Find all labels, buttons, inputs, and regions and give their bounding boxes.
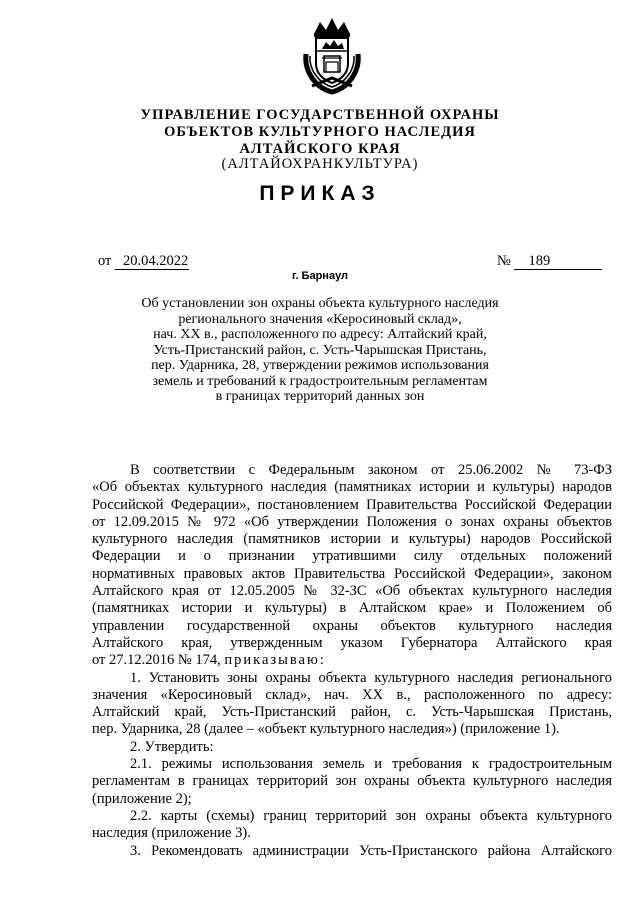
number-prefix: № <box>497 253 511 269</box>
order-body <box>92 462 612 860</box>
order-subject <box>0 296 640 405</box>
org-name-line-2: ОБЪЕКТОВ КУЛЬТУРНОГО НАСЛЕДИЯ <box>164 124 476 140</box>
body-line: Алтайского края, утвержденным указом Губернатора Алтайского края <box>92 634 612 651</box>
order-date-field <box>98 253 189 270</box>
body-line: В соответствии с Федеральным законом от 25.06.2002 № 73-ФЗ <box>130 462 612 478</box>
date-prefix: от <box>98 253 112 269</box>
body-line: Российской Федерации», постановлением Правительства Российской Федерации <box>92 496 612 513</box>
document-title: ПРИКАЗ <box>259 182 381 205</box>
coat-of-arms-icon <box>292 16 372 96</box>
body-line: наследия (приложение 3). <box>92 825 251 842</box>
body-text: от 27.12.2016 № 174, <box>92 652 221 669</box>
order-number: 189 <box>514 254 602 270</box>
body-line: 2. Утвердить: <box>130 738 214 755</box>
order-number-field <box>497 253 602 270</box>
subject-line: в границах территорий данных зон <box>215 389 425 404</box>
subject-line: регионального значения «Керосиновый склад», <box>178 311 462 327</box>
order-date: 20.04.2022 <box>115 254 189 270</box>
subject-line: Усть-Пристанский район, с. Усть-Чарышская Пристань, <box>153 342 487 358</box>
body-line: 3. Рекомендовать администрации Усть-Пристанского района Алтайского <box>130 842 612 859</box>
body-line: Алтайский край, Усть-Пристанский район, с. Усть-Чарышская Пристань, <box>92 704 612 721</box>
body-line: 2.2. карты (схемы) границ территорий зон охраны объекта культурного <box>130 807 612 824</box>
org-name-line-1: УПРАВЛЕНИЕ ГОСУДАРСТВЕННОЙ ОХРАНЫ <box>140 107 500 123</box>
body-line: от 12.09.2015 № 972 «Об утверждении Положения о зонах охраны объектов <box>92 513 612 530</box>
city-name: г. Барнаул <box>291 270 349 282</box>
body-line: (приложение 2); <box>92 790 192 807</box>
subject-line: земель и требований к градостроительным регламентам <box>152 373 488 389</box>
body-line: 1. Установить зоны охраны объекта культурного наследия регионального <box>130 669 612 686</box>
body-line: (памятниках истории и культуры) в Алтайском крае» и Положением об <box>92 600 612 617</box>
body-line: пер. Ударника, 28 (далее – «объект культурного наследия») (приложение 1). <box>92 721 560 738</box>
subject-line: Об установлении зон охраны объекта культурного наследия <box>141 296 499 311</box>
body-line: нормативных правовых актов Правительства Российской Федерации», законом <box>92 565 612 582</box>
subject-line: пер. Ударника, 28, утверждении режимов использования <box>151 358 489 373</box>
org-abbreviation: (АЛТАЙОХРАНКУЛЬТУРА) <box>221 156 419 172</box>
order-verb: приказываю: <box>224 652 326 669</box>
body-line: управлении государственной охраны объектов культурного наследия <box>92 617 612 634</box>
subject-line: нач. XX в., расположенного по адресу: Алтайский край, <box>153 327 487 342</box>
body-line: «Об объектах культурного наследия (памятниках истории и культуры) народов <box>92 479 612 496</box>
body-line: культурного наследия (памятников истории и культуры) народов Российской <box>92 531 612 548</box>
body-line: регламентам в границах территорий зон охраны объекта культурного наследия <box>92 773 612 790</box>
body-line: значения «Керосиновый склад», нач. XX в., расположенного по адресу: <box>92 686 612 703</box>
org-name-line-3: АЛТАЙСКОГО КРАЯ <box>239 141 401 157</box>
body-line: Федерации и о признании утратившими силу отдельных положений <box>92 548 612 565</box>
body-line <box>92 652 612 669</box>
body-line: 2.1. режимы использования земель и требования к градостроительным <box>130 756 612 773</box>
body-line: Алтайского края от 12.05.2005 № 32-ЗС «Об объектах культурного наследия <box>92 583 612 600</box>
